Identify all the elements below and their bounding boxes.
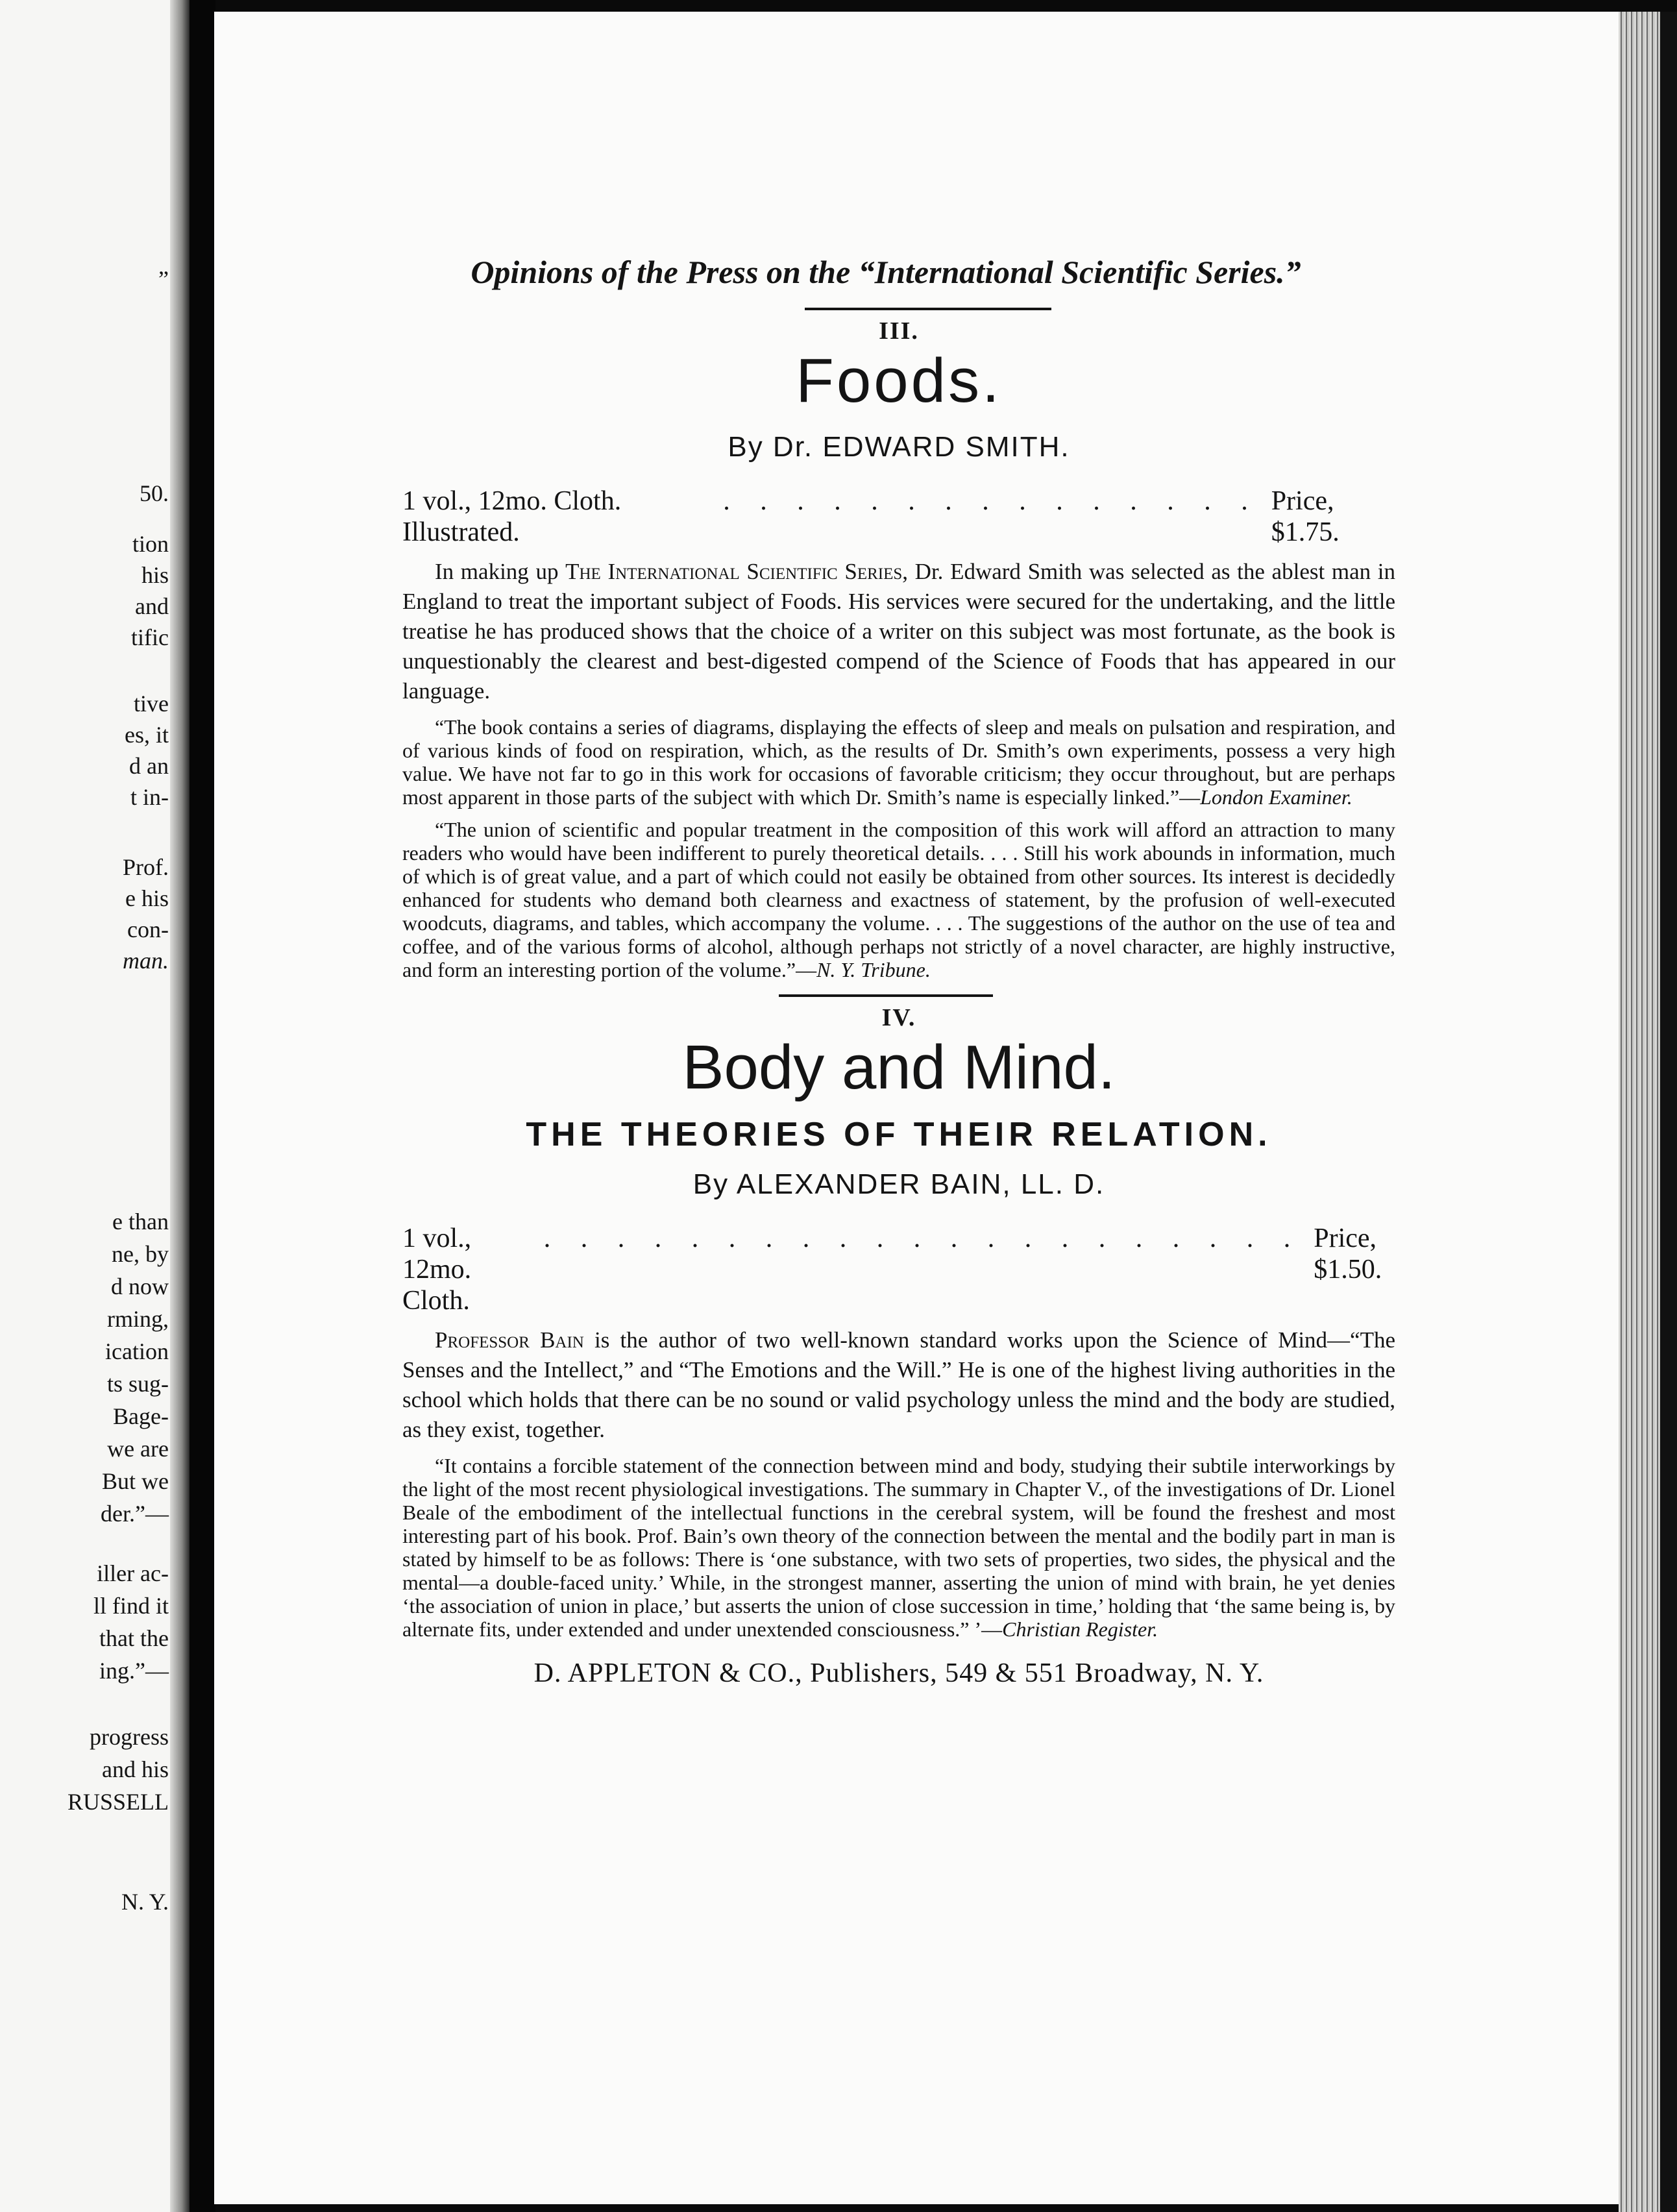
series-name: The International Scientific Series	[565, 559, 903, 584]
left-fragment: and	[135, 593, 169, 619]
price-line	[402, 485, 1395, 548]
book-binding	[190, 0, 215, 2212]
left-fragment: RUSSELL	[67, 1789, 169, 1815]
section-title: Body and Mind.	[682, 1033, 1116, 1102]
left-fragment: his	[141, 562, 169, 588]
left-gutter-shadow	[170, 0, 190, 2212]
left-fragment: But we	[102, 1468, 169, 1494]
price-line	[402, 1223, 1395, 1316]
left-fragment: 50.	[140, 480, 169, 506]
left-fragment: that the	[99, 1625, 169, 1651]
left-fragment: tific	[131, 624, 169, 650]
section-number: IV.	[881, 1004, 916, 1031]
description-lead: Professor Bain	[435, 1327, 584, 1353]
description-body: , Dr. Edward Smith was selected as the ablest man in England to treat the important subject of Foods. His services were secured for the undertaking, and the little treatise he has produced shows that the choice of a writer on this subject was most fortunate, as the book is unquestionably the clearest and best-digested compend of the Science of Foods that has appeared in our language.	[402, 559, 1395, 704]
running-header: Opinions of the Press on the “International Scientific Series.”	[471, 254, 1301, 290]
quote-source: London Examiner.	[1200, 785, 1353, 809]
press-quote	[402, 818, 1395, 981]
description-paragraph	[402, 557, 1395, 706]
left-fragment: progress	[90, 1724, 169, 1750]
dot-leaders: . . . . . . . . . . . . . . . . . . . . .	[543, 1223, 1303, 1253]
dot-leaders: . . . . . . . . . . . . . . .	[723, 486, 1260, 516]
left-fragment: der.”—	[101, 1501, 169, 1527]
quote-source: Christian Register.	[1002, 1617, 1158, 1641]
left-fragment: iller ac-	[97, 1560, 169, 1586]
section-subtitle: THE THEORIES OF THEIR RELATION.	[526, 1116, 1272, 1153]
left-fragment: con-	[127, 916, 169, 942]
left-fragment: ll find it	[93, 1593, 169, 1619]
left-fragment: ing.”—	[99, 1658, 169, 1684]
format-text: 1 vol., 12mo. Cloth.	[402, 1223, 472, 1316]
description-lead: In making up	[435, 559, 566, 584]
left-fragment: tive	[134, 691, 169, 717]
left-fragment: ts sug-	[106, 1371, 169, 1397]
format-text: 1 vol., 12mo. Cloth. Illustrated.	[402, 486, 622, 547]
left-fragment: man.	[123, 948, 169, 974]
section-title: Foods.	[796, 346, 1002, 415]
facing-page-fragment	[0, 0, 190, 2212]
description-body: is the author of two well-known standard works upon the Science of Mind—“The Senses and the Intellect,” and “The Emotions and the Will.” He is one of the highest living authorities in the school which holds that there can be no sound or valid psychology unless the mind and the body are studied, as they exist, together.	[402, 1327, 1395, 1442]
quote-text: “The book contains a series of diagrams, displaying the effects of sleep and meals on pulsation and respiration, and of various kinds of food on respiration, which, as the results of Dr. Smith’s own experiments, possess a very high value. We have not far to go in this work for occasions of favorable criticism; they occur throughout, but are perhaps most apparent in those parts of the subject with which Dr. Smith’s name is especially linked.”—	[402, 715, 1395, 809]
quote-source: N. Y. Tribune.	[816, 958, 931, 981]
publisher-footer: D. APPLETON & CO., Publishers, 549 & 551 Broadway, N. Y.	[533, 1658, 1264, 1688]
left-fragment: e his	[125, 885, 169, 911]
left-fragment: t in-	[130, 784, 169, 810]
left-fragment: Prof.	[123, 854, 169, 880]
left-fragment: es, it	[125, 722, 169, 748]
left-fragment: d now	[111, 1273, 169, 1299]
left-fragment: ”	[158, 266, 169, 292]
left-fragment: d an	[129, 753, 169, 779]
left-fragment: rming,	[107, 1306, 169, 1332]
press-quote	[402, 715, 1395, 809]
page-content	[402, 253, 1395, 1689]
section-number: III.	[879, 317, 919, 345]
price-text: Price, $1.50.	[1314, 1223, 1382, 1284]
page-edges	[1619, 12, 1677, 2212]
divider-rule	[805, 308, 1051, 310]
left-fragment: we are	[107, 1436, 169, 1462]
quote-text: “The union of scientific and popular treatment in the composition of this work will afford an attraction to many readers who would have been indifferent to purely theoretical details. . . . Still his work abounds in information, much of which is of great value, and a part of which could not easily be obtained from other sources. Its interest is decidedly enhanced for students who demand both clearness and exactness of statement, by the profusion of well-executed woodcuts, diagrams, and tables, which accompany the volume. . . . The suggestions of the author on the use of tea and coffee, and of the various forms of alcohol, although perhaps not strictly of a novel character, are highly instructive, and form an interesting portion of the volume.”—	[402, 818, 1395, 981]
left-fragment: N. Y.	[121, 1889, 169, 1915]
quote-text: “It contains a forcible statement of the connection between mind and body, studying their subtile interworkings by the light of the most recent physiological investigations. The summary in Chapter V., of the investigations of Dr. Lionel Beale of the embodiment of the intellectual functions in the cerebral system, will be found the freshest and most interesting part of his book. Prof. Bain’s own theory of the connection between the mental and the bodily part in man is stated by himself to be as follows: There is ‘one substance, with two sets of properties, two sides, the physical and the mental—a double-faced unity.’ While, in the strongest manner, asserting the union of mind with brain, he yet denies ‘the association of union in place,’ but asserts the union of close succession in time,’ holding that ‘the same being is, by alternate fits, under extended and under unextended consciousness.” ’—	[402, 1454, 1395, 1641]
left-fragment: Bage-	[113, 1403, 169, 1429]
divider-rule	[779, 994, 993, 997]
left-fragment: and his	[102, 1756, 169, 1782]
left-fragment: ication	[105, 1338, 169, 1364]
section-author: By Dr. EDWARD SMITH.	[728, 431, 1070, 463]
press-quote	[402, 1454, 1395, 1641]
left-fragment: tion	[132, 531, 169, 557]
description-paragraph	[402, 1325, 1395, 1445]
left-fragment: e than	[112, 1209, 169, 1235]
left-fragment: ne, by	[112, 1241, 169, 1267]
section-author: By ALEXANDER BAIN, LL. D.	[692, 1168, 1105, 1200]
price-text: Price, $1.75.	[1271, 486, 1340, 547]
